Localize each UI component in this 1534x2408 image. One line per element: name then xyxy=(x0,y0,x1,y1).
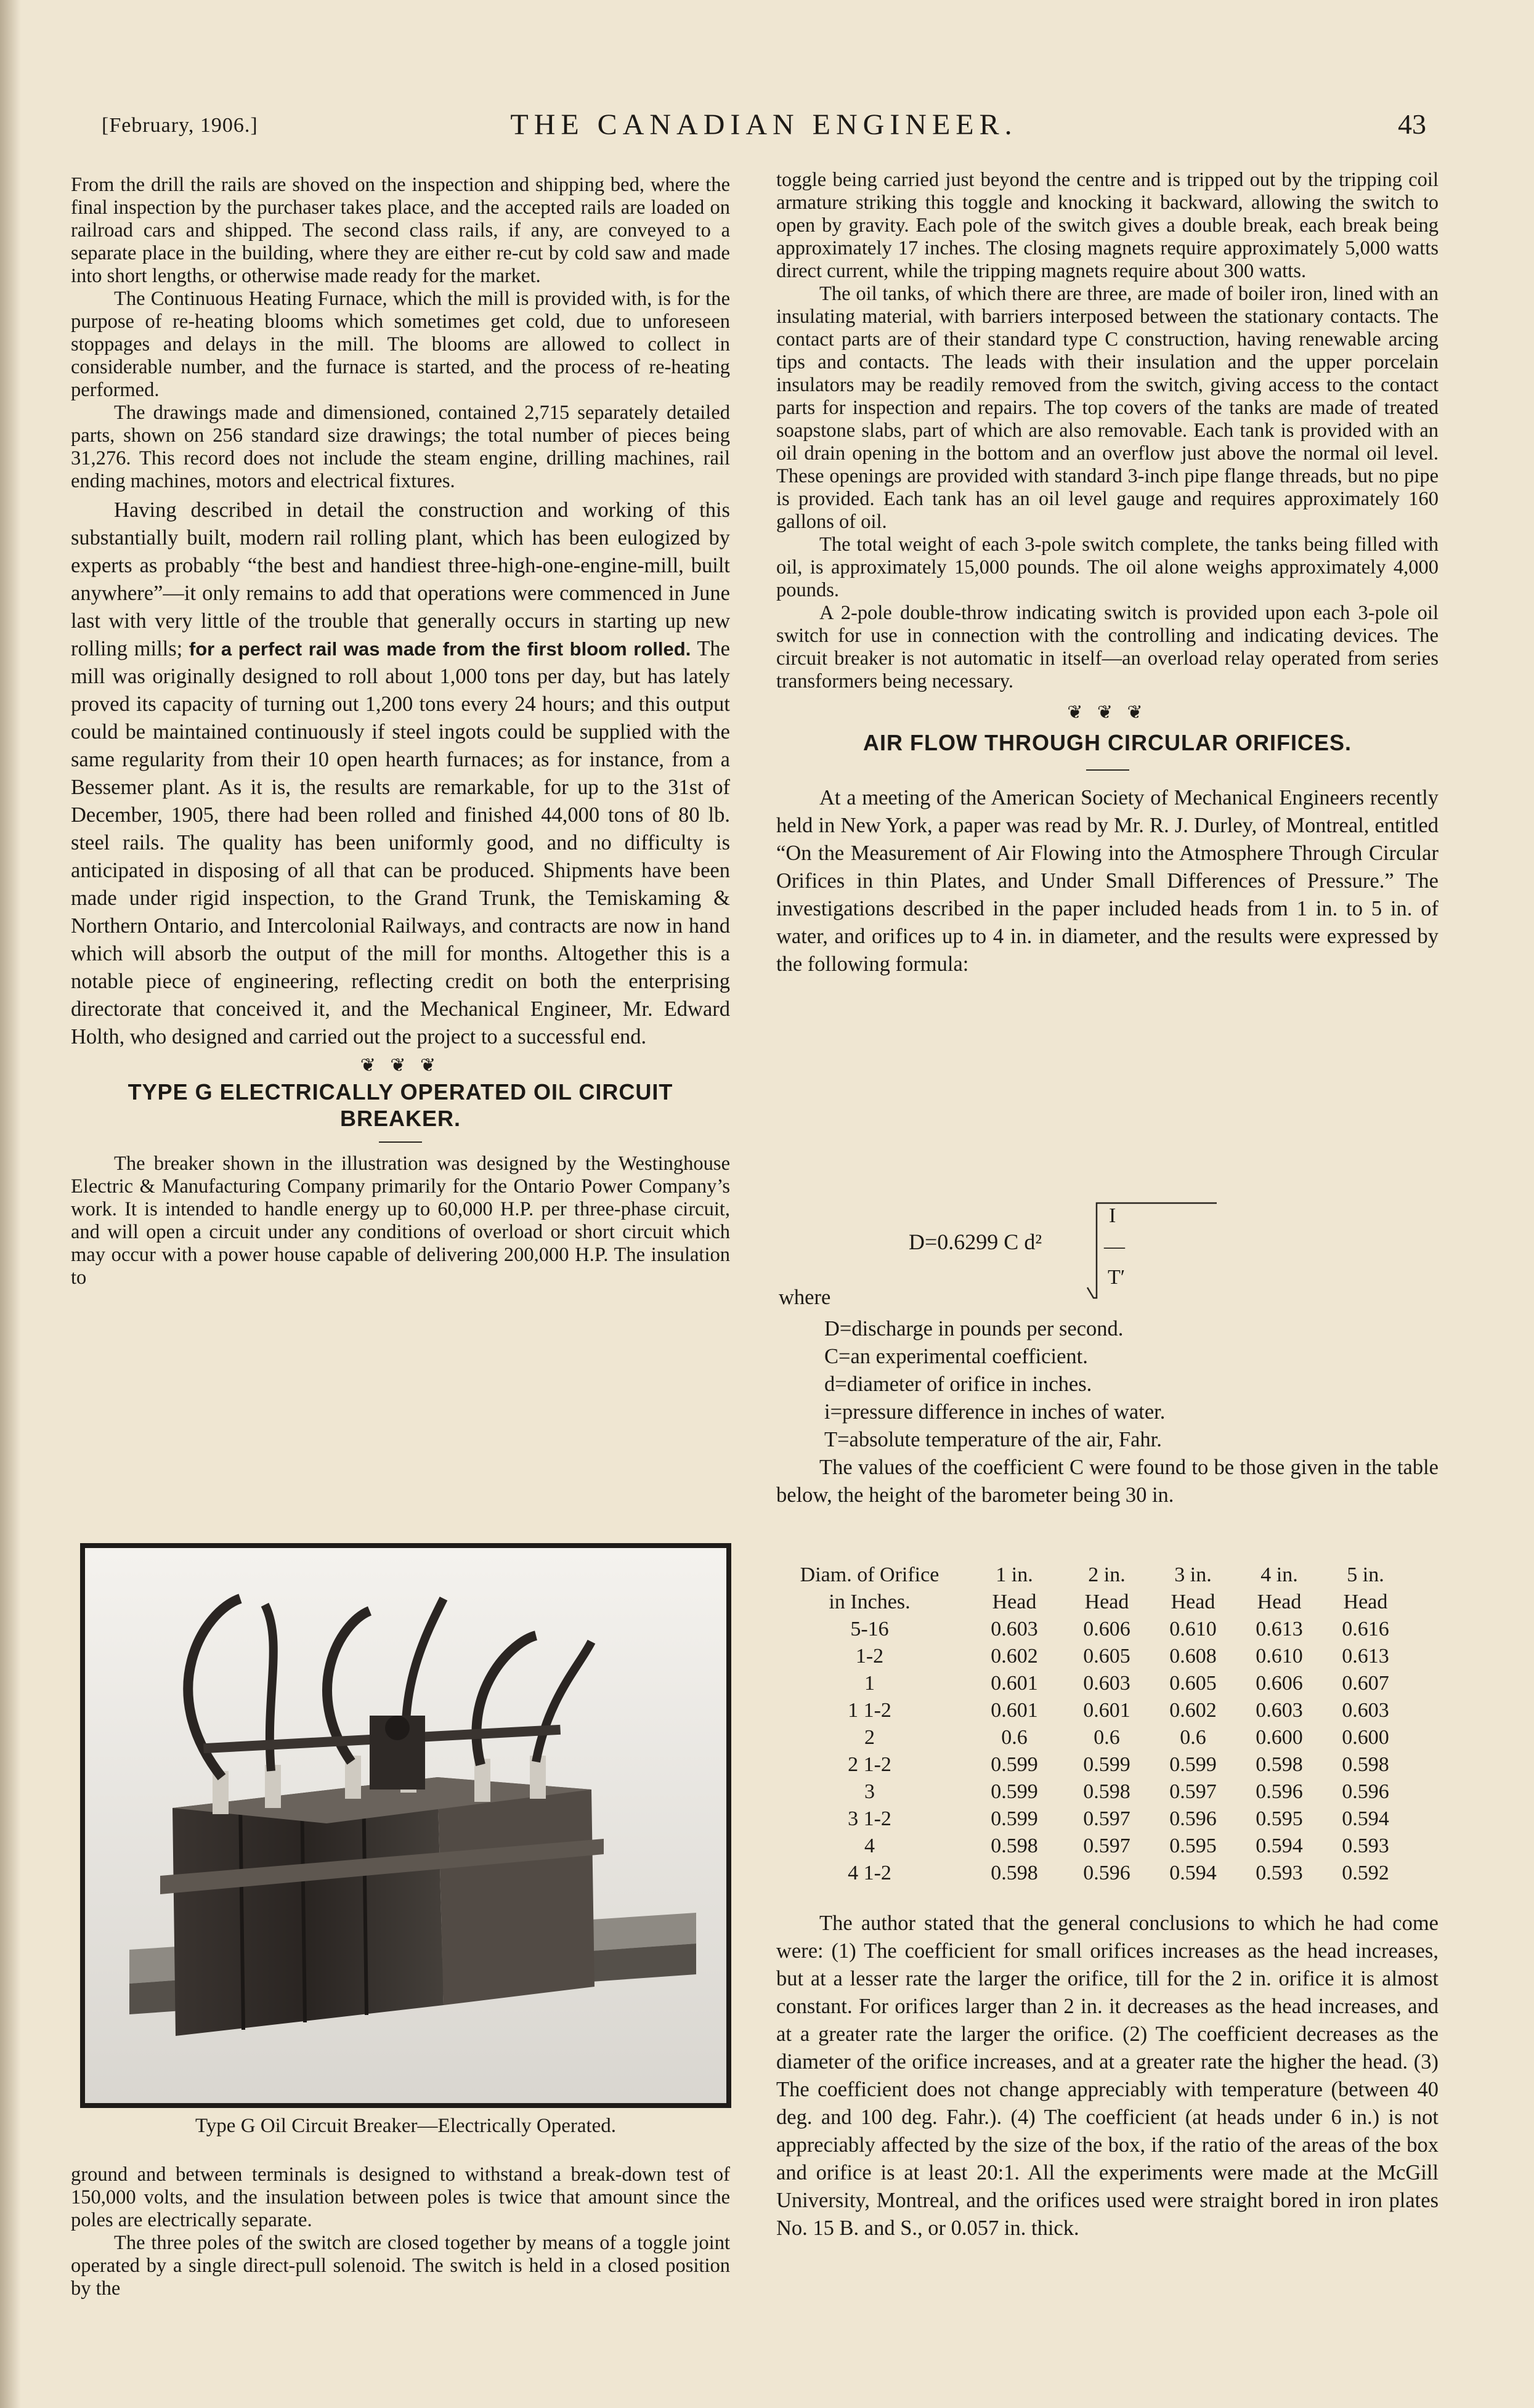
paragraph: The author stated that the general conclusions to which he had come were: (1) The coefficient for small orifices increases as the head increases, but at a lesser rate the larger the orifice, till for the 2 in. orifice it is almost constant. For orifices larger than 2 in. it decreases as the head increases, and at a greater rate the larger the orifice. (2) The coefficient decreases as the diameter of the orifice increases, and at a greater rate the higher the head. (3) The coefficient does not change appreciably with temperature (between 40 deg. and 100 deg. Fahr.). (4) The coefficient (at heads under 6 in.) is not appreciably affected by the size of the box, if the ratio of the areas of the box and orifice is at least 20:1. All the experiments were made at the McGill University, Montreal, and the orifices used were straight bored in iron plates No. 15 B. and S., or 0.057 in. thick. xyxy=(776,1911,1439,2240)
table-cell: 0.602 xyxy=(991,1645,1038,1668)
paragraph: ground and between terminals is designed to withstand a break-down test of 150,000 volts, and the insulation between poles is twice that amount since the poles are electrically separate. xyxy=(71,2163,730,2231)
table-cell: 2 xyxy=(864,1726,875,1749)
photo-caption: Type G Oil Circuit Breaker—Electrically Operated. xyxy=(195,2115,617,2137)
table-cell: 0.599 xyxy=(991,1780,1038,1803)
paragraph: The drawings made and dimensioned, contained 2,715 separately detailed parts, shown on 256 standard size drawings; the total number of pieces being 31,276. This record does not include the steam engine, drilling machines, rail ending machines, motors and electrical fixtures. xyxy=(71,402,730,492)
table-header-cell: Head xyxy=(1257,1591,1302,1613)
table-header-cell: Head xyxy=(1343,1591,1388,1613)
article-heading: AIR FLOW THROUGH CIRCULAR ORIFICES. xyxy=(863,730,1352,755)
formula-numerator: I xyxy=(1109,1204,1116,1227)
table-cell: 0.601 xyxy=(991,1699,1038,1722)
table-cell: 0.598 xyxy=(1083,1780,1130,1803)
table-cell: 0.597 xyxy=(1083,1834,1130,1857)
table-row xyxy=(779,1618,1444,1645)
paragraph xyxy=(71,497,730,1051)
table-header-cell: Head xyxy=(1084,1591,1129,1613)
table-cell: 0.599 xyxy=(1083,1753,1130,1776)
table-row xyxy=(779,1862,1444,1889)
table-cell: 0.592 xyxy=(1342,1862,1389,1884)
table-row xyxy=(779,1726,1444,1753)
table-header-cell: 5 in. xyxy=(1347,1563,1384,1586)
paragraph-text: Having described in detail the construction and working of this substantially built, modern rail rolling plant, which has been eulogized by experts as probably “the best and handiest three-high-one-engine-mill, built anywhere”—it only remains to add that operations were commenced in June last with very little of the trouble that generally occurs in starting up new rolling mills; xyxy=(71,498,730,660)
table-cell: 0.603 xyxy=(1083,1672,1130,1695)
table-row xyxy=(779,1672,1444,1699)
table-cell: 0.601 xyxy=(1083,1699,1130,1722)
table-cell: 0.596 xyxy=(1083,1862,1130,1884)
paragraph: The values of the coefficient C were found to be those given in the table below, the height of the barometer being 30 in. xyxy=(776,1456,1439,1507)
section-ornament: ❦ ❦ ❦ xyxy=(360,1055,441,1076)
table-cell: 0.603 xyxy=(991,1618,1038,1640)
table-cell: 1 1-2 xyxy=(848,1699,891,1722)
table-cell: 0.603 xyxy=(1256,1699,1303,1722)
table-cell: 0.599 xyxy=(991,1753,1038,1776)
table-cell: 0.596 xyxy=(1169,1807,1217,1830)
table-header-cell: Head xyxy=(1171,1591,1215,1613)
table-cell: 0.598 xyxy=(991,1862,1038,1884)
table-header-cell: Diam. of Orifice xyxy=(800,1563,939,1586)
paragraph: The oil tanks, of which there are three, are made of boiler iron, lined with an insulating material, with barriers interposed between the stationary contacts. The contact parts are of their standard type C construction, having renewable arcing tips and contacts. The leads with their insulation and the upper porcelain insulators may be readily removed from the switch, giving access to the contact parts for inspection and repairs. The top covers of the tanks are made of treated soapstone slabs, part of which are also removable. Each tank is provided with an oil drain opening in the bottom and an overflow just above the normal oil level. These openings are provided with standard 3-inch pipe flange threads, but no pipe is provided. Each tank has an oil level gauge and requires approximately 160 gallons of oil. xyxy=(776,283,1439,533)
table-cell: 0.605 xyxy=(1169,1672,1217,1695)
table-cell: 0.593 xyxy=(1256,1862,1303,1884)
table-cell: 0.610 xyxy=(1256,1645,1303,1668)
table-cell: 0.613 xyxy=(1256,1618,1303,1640)
table-header-row xyxy=(779,1563,1444,1591)
formula-denominator: T′ xyxy=(1108,1266,1126,1289)
table-cell: 0.598 xyxy=(991,1834,1038,1857)
table-cell: 0.597 xyxy=(1083,1807,1130,1830)
table-intro xyxy=(776,1454,1439,1509)
paragraph: The Continuous Heating Furnace, which the mill is provided with, is for the purpose of re-heating blooms which sometimes get cold, due to unforeseen stoppages and delays in the mill. The blooms are allowed to collect in considerable number, and the furnace is started, and the process of re-heating performed. xyxy=(71,288,730,401)
table-cell: 3 xyxy=(864,1780,875,1803)
table-cell: 0.602 xyxy=(1169,1699,1217,1722)
heading-rule xyxy=(1086,769,1129,771)
table-cell: 0.6 xyxy=(1094,1726,1120,1749)
paragraph: At a meeting of the American Society of Mechanical Engineers recently held in New York, a paper was read by Mr. R. J. Durley, of Montreal, entitled “On the Measurement of Air Flowing into the Atmosphere Through Circular Orifices in thin Plates, and Under Small Differences of Pressure.” The investigations described in the paper included heads from 1 in. to 5 in. of water, and orifices up to 4 in. in diameter, and the results were expressed by the following formula: xyxy=(776,786,1439,976)
left-column-upper xyxy=(71,174,730,1289)
table-cell: 0.595 xyxy=(1256,1807,1303,1830)
table-cell: 5-16 xyxy=(850,1618,889,1640)
table-cell: 4 xyxy=(864,1834,875,1857)
coefficient-table xyxy=(779,1563,1444,1889)
paragraph: The three poles of the switch are closed together by means of a toggle joint operated by a single direct-pull solenoid. The switch is held in a closed position by the xyxy=(71,2232,730,2300)
table-cell: 0.596 xyxy=(1256,1780,1303,1803)
definition: T=absolute temperature of the air, Fahr. xyxy=(824,1428,1162,1451)
table-cell: 0.598 xyxy=(1256,1753,1303,1776)
table-cell: 0.594 xyxy=(1256,1834,1303,1857)
right-column-upper xyxy=(776,169,1439,978)
table-header-cell: 2 in. xyxy=(1088,1563,1126,1586)
formula-definitions xyxy=(824,1315,1440,1454)
left-column-lower xyxy=(71,2163,730,2300)
table-cell: 0.599 xyxy=(1169,1753,1217,1776)
table-cell: 0.601 xyxy=(991,1672,1038,1695)
table-cell: 0.595 xyxy=(1169,1834,1217,1857)
page-number: 43 xyxy=(1398,108,1426,140)
table-row xyxy=(779,1753,1444,1780)
table-cell: 3 1-2 xyxy=(848,1807,891,1830)
table-cell: 0.605 xyxy=(1083,1645,1130,1668)
table-cell: 0.594 xyxy=(1169,1862,1217,1884)
table-row xyxy=(779,1645,1444,1672)
table-cell: 0.594 xyxy=(1342,1807,1389,1830)
table-row xyxy=(779,1834,1444,1862)
table-cell: 0.600 xyxy=(1256,1726,1303,1749)
paragraph: A 2-pole double-throw indicating switch is provided upon each 3-pole oil switch for use in connection with the controlling and indicating devices. The circuit breaker is not automatic in itself—an overload relay operated from series transformers being necessary. xyxy=(776,602,1439,692)
paragraph: toggle being carried just beyond the centre and is tripped out by the tripping coil armature striking this toggle and knocking it backward, allowing the switch to open by gravity. Each pole of the switch gives a double break, each break being approximately 17 inches. The closing magnets require approximately 5,000 watts direct current, while the tripping magnets require about 300 watts. xyxy=(776,169,1439,282)
heading-rule xyxy=(379,1141,422,1143)
table-header-cell: 3 in. xyxy=(1174,1563,1212,1586)
table-cell: 0.593 xyxy=(1342,1834,1389,1857)
bold-emphasis: for a perfect rail was made from the first bloom rolled. xyxy=(189,638,691,660)
table-cell: 0.603 xyxy=(1342,1699,1389,1722)
table-cell: 0.597 xyxy=(1169,1780,1217,1803)
section-ornament: ❦ ❦ ❦ xyxy=(1067,702,1148,723)
table-cell: 2 1-2 xyxy=(848,1753,891,1776)
table-cell: 0.607 xyxy=(1342,1672,1389,1695)
table-cell: 0.599 xyxy=(991,1807,1038,1830)
definition: d=diameter of orifice in inches. xyxy=(824,1372,1092,1396)
table-cell: 4 1-2 xyxy=(848,1862,891,1884)
table-row xyxy=(779,1807,1444,1834)
page-binding-edge xyxy=(0,0,21,2408)
discharge-formula xyxy=(909,1192,1229,1303)
table-row xyxy=(779,1699,1444,1726)
paragraph-text: The mill was originally designed to roll about 1,000 tons per day, but has lately proved its capacity of turning out 1,200 tons every 24 hours; and this output could be maintained continuously if steel ingots could be supplied with the same regularity from their 10 open hearth furnaces; as for instance, from a Bessemer plant. As it is, the results are remarkable, for up to the 31st of December, 1905, there had been rolled and finished 44,000 tons of 80 lb. steel rails. The quality has been uniformly good, and no difficulty is anticipated in disposing of all that can be produced. Shipments have been made under rigid inspection, to the Grand Trunk, the Temiskaming & Northern Ontario, and Intercolonial Railways, and contracts are now in hand which will absorb the output of the mill for months. Altogether this is a notable piece of engineering, reflecting credit on both the enterprising directorate that conceived it, and the Mechanical Engineer, Mr. Edward Holth, who designed and carried out the project to a successful end. xyxy=(71,637,730,1048)
paragraph: From the drill the rails are shoved on the inspection and shipping bed, where the final inspection by the purchaser takes place, and the accepted rails are loaded on railroad cars and shipped. The second class rails, if any, are conveyed to a separate place in the building, where they are either re-cut by cold saw and made into short lengths, or otherwise made ready for the market. xyxy=(71,174,730,287)
issue-date: [February, 1906.] xyxy=(102,114,258,137)
table-cell: 0.606 xyxy=(1083,1618,1130,1640)
definition: D=discharge in pounds per second. xyxy=(824,1317,1124,1340)
definition: C=an experimental coefficient. xyxy=(824,1345,1088,1368)
table-cell: 0.616 xyxy=(1342,1618,1389,1640)
table-cell: 0.596 xyxy=(1342,1780,1389,1803)
table-header-cell: 1 in. xyxy=(996,1563,1033,1586)
page-header xyxy=(92,108,1435,145)
circuit-breaker-photo xyxy=(80,1543,731,2108)
table-row xyxy=(779,1780,1444,1807)
table-header-cell: Head xyxy=(992,1591,1037,1613)
journal-title: THE CANADIAN ENGINEER. xyxy=(510,108,1018,141)
table-header-cell: in Inches. xyxy=(829,1591,911,1613)
where-label: where xyxy=(779,1286,831,1309)
table-cell: 0.606 xyxy=(1256,1672,1303,1695)
table-cell: 0.600 xyxy=(1342,1726,1389,1749)
paragraph: The breaker shown in the illustration was designed by the Westinghouse Electric & Manufacturing Company primarily for the Ontario Power Company’s work. It is intended to handle energy up to 60,000 H.P. per three-phase circuit, and will open a circuit under any conditions of overload or short circuit which may occur with a power house capable of delivering 200,000 H.P. The insulation to xyxy=(71,1153,730,1289)
formula-lhs: D=0.6299 C d² xyxy=(909,1230,1042,1254)
table-cell: 0.598 xyxy=(1342,1753,1389,1776)
article-heading: TYPE G ELECTRICALLY OPERATED OIL CIRCUIT BREAKER. xyxy=(128,1079,673,1131)
table-header-cell: 4 in. xyxy=(1260,1563,1298,1586)
definition: i=pressure difference in inches of water. xyxy=(824,1400,1166,1424)
table-cell: 1-2 xyxy=(855,1645,884,1668)
right-column-lower xyxy=(776,1910,1439,2242)
table-cell: 0.610 xyxy=(1169,1618,1217,1640)
table-header-row xyxy=(779,1591,1444,1618)
paragraph: The total weight of each 3-pole switch complete, the tanks being filled with oil, is approximately 15,000 pounds. The oil alone weighs approximately 4,000 pounds. xyxy=(776,533,1439,601)
table-cell: 0.6 xyxy=(1180,1726,1206,1749)
table-cell: 0.6 xyxy=(1001,1726,1028,1749)
table-cell: 0.608 xyxy=(1169,1645,1217,1668)
formula-fraction-bar: — xyxy=(1104,1235,1125,1258)
table-cell: 0.613 xyxy=(1342,1645,1389,1668)
table-cell: 1 xyxy=(864,1672,875,1695)
